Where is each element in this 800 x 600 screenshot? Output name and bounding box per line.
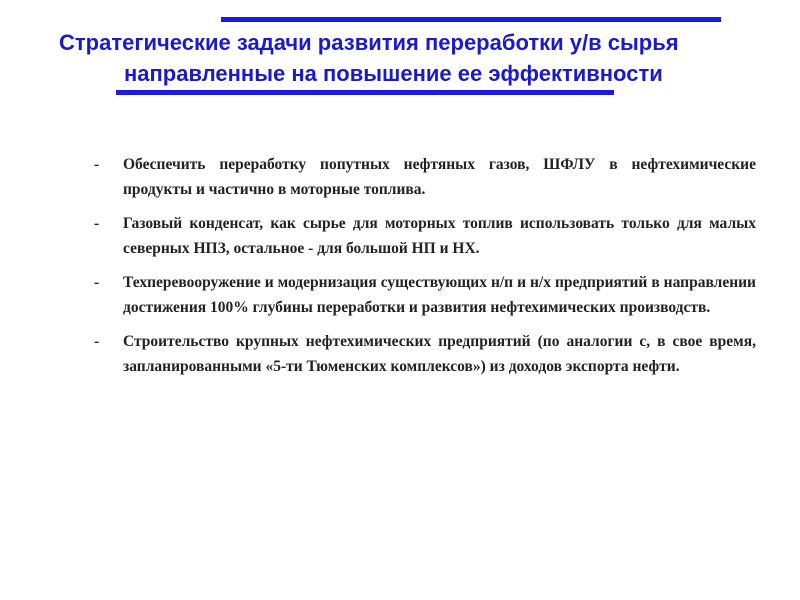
- dash-marker: -: [94, 156, 100, 173]
- dash-marker: -: [94, 274, 100, 291]
- list-item: [94, 211, 756, 261]
- list-item: [94, 329, 756, 379]
- list-item: [94, 270, 756, 320]
- title-top-rule: [221, 17, 721, 22]
- list-item: [94, 152, 756, 202]
- title-bottom-rule: [116, 90, 614, 95]
- item-text: Обеспечить переработку попутных нефтяных газов, ШФЛУ в нефтехимические продукты и частично в моторные топлива.: [123, 156, 756, 198]
- slide-title: [40, 27, 760, 89]
- item-text: Техперевооружение и модернизация существующих н/п и н/х предприятий в направлении достижения 100% глубины переработки и развития нефтехимических производств.: [123, 274, 756, 316]
- bullet-list: [94, 152, 756, 388]
- dash-marker: -: [94, 215, 100, 232]
- title-line-1: Стратегические задачи развития переработки у/в сырья: [59, 30, 679, 55]
- title-line-2: направленные на повышение ее эффективности: [124, 61, 663, 86]
- item-text: Строительство крупных нефтехимических предприятий (по аналогии с, в свое время, запланированными «5-ти Тюменских комплексов») из доходов экспорта нефти.: [123, 333, 756, 375]
- item-text: Газовый конденсат, как сырье для моторных топлив использовать только для малых северных НПЗ, остальное - для большой НП и НХ.: [123, 215, 756, 257]
- dash-marker: -: [94, 333, 100, 350]
